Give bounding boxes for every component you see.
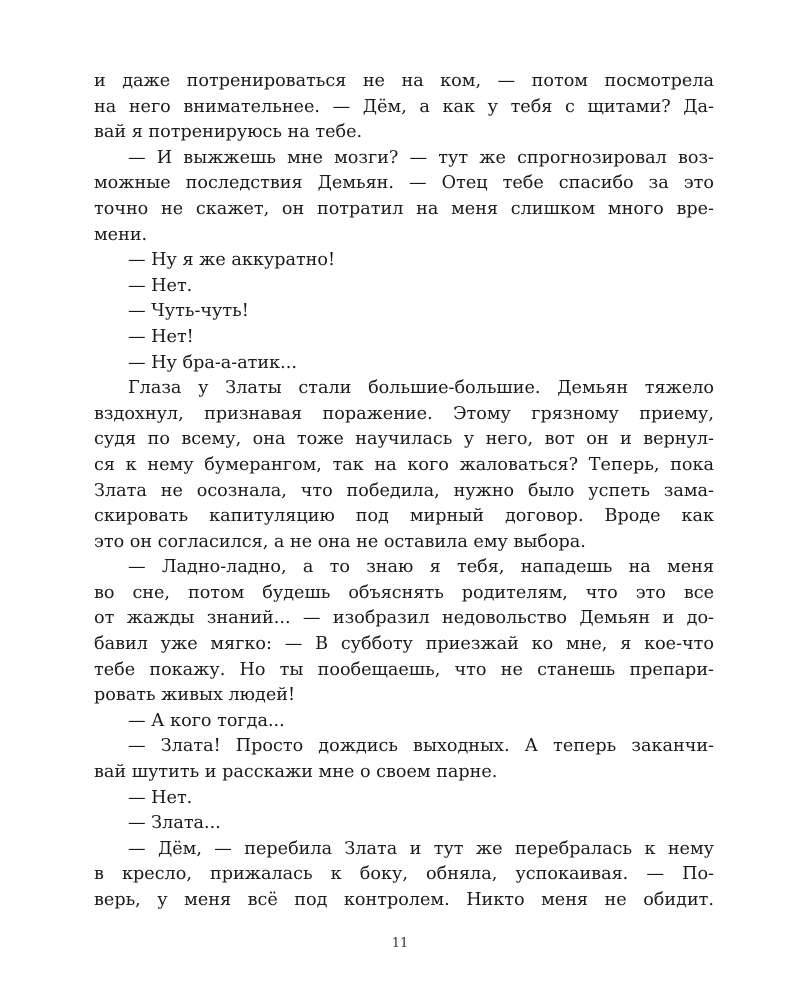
text-line: — Злата! Просто дождись выходных. А теперь заканчи- — [128, 736, 714, 757]
text-line: в кресло, прижалась к боку, обняла, успокаивая. — По- — [94, 864, 714, 885]
text-line: Злата не осознала, что победила, нужно было успеть зама- — [94, 480, 714, 501]
text-line: и даже потренироваться не на ком, — потом посмотрела — [94, 71, 714, 91]
text-line: можные последствия Демьян. — Отец тебе спасибо за это — [94, 173, 714, 194]
text-line: — А кого тогда... — [128, 710, 285, 731]
text-line: бавил уже мягко: — В субботу приезжай ко мне, я кое-что — [94, 634, 714, 655]
text-line: тебе покажу. Но ты пообещаешь, что не станешь препари- — [94, 659, 714, 680]
text-line: точно не скажет, он потратил на меня слишком много вре- — [94, 198, 714, 219]
text-line: — Дём, — перебила Злата и тут же перебралась к нему — [128, 838, 714, 859]
text-line: Глаза у Златы стали большие-большие. Демьян тяжело — [128, 378, 714, 399]
text-line: ровать живых людей! — [94, 685, 296, 706]
text-line: скировать капитуляцию под мирный договор. Вроде как — [94, 506, 714, 527]
text-line: это он согласился, а не она не оставила ему выбора. — [94, 531, 586, 552]
text-line: на него внимательнее. — Дём, а как у тебя с щитами? Да- — [94, 96, 714, 117]
page-number: 11 — [391, 936, 409, 951]
body-text — [94, 69, 714, 914]
text-line: от жажды знаний... — изобразил недовольство Демьян и до- — [94, 608, 714, 629]
text-line: — Нет! — [128, 326, 194, 347]
text-line: — Нет. — [128, 787, 193, 808]
text-line: верь, у меня всё под контролем. Никто меня не обидит. — [94, 890, 714, 910]
text-line: ся к нему бумерангом, так на кого жаловаться? Теперь, пока — [94, 454, 714, 475]
text-line: — Ну бра-а-атик... — [128, 352, 297, 373]
text-line: мени. — [94, 224, 148, 245]
text-line: — Ладно-ладно, а то знаю я тебя, нападешь на меня — [128, 557, 714, 578]
text-line: — Ну я же аккуратно! — [128, 250, 336, 271]
text-line: — Злата... — [128, 813, 221, 834]
text-line: во сне, потом будешь объяснять родителям, что это все — [94, 582, 714, 603]
text-line: — Чуть-чуть! — [128, 301, 249, 322]
text-line: вай шутить и расскажи мне о своем парне. — [94, 762, 498, 783]
text-line: вздохнул, признавая поражение. Этому грязному приему, — [94, 403, 714, 424]
text-line: судя по всему, она тоже научилась у него, вот он и вернул- — [94, 429, 714, 450]
text-line: вай я потренируюсь на тебе. — [94, 122, 363, 143]
text-line: — Нет. — [128, 275, 193, 296]
text-line: — И выжжешь мне мозги? — тут же спрогнозировал воз- — [128, 147, 714, 168]
